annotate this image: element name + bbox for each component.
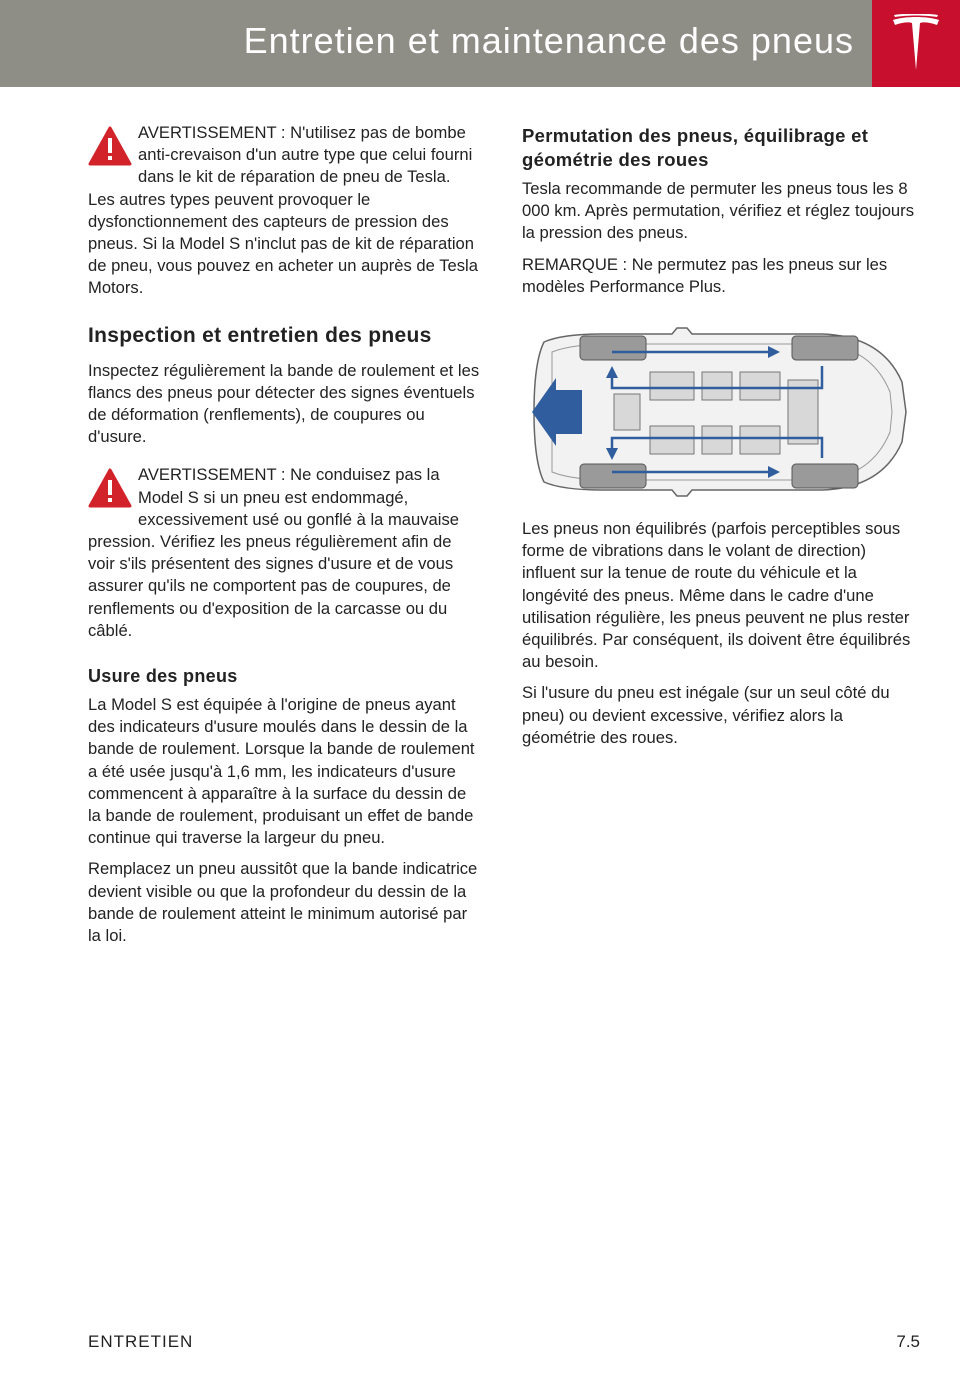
page-header [0,0,960,87]
warning-text: AVERTISSEMENT : Ne conduisez pas la Model S si un pneu est endommagé, excessivement usé ou gonflé à la mauvaise pression. Vérifiez les pneus régulièrement afin de voir s'ils présentent des signes d'usure et de vous assurer qu'ils ne comportent pas de coupures, de renflements ou d'exposition de la carcasse ou du câblé. [88,465,459,640]
footer-section: ENTRETIEN [88,1332,194,1351]
subsection-heading: Usure des pneus [88,666,238,687]
page-number: 7.5 [896,1332,920,1351]
wheel-rear-right [580,464,646,488]
tesla-logo-icon [891,14,941,72]
warning-triangle-icon [88,126,132,166]
page-title: Entretien et maintenance des pneus [243,20,854,61]
paragraph: La Model S est équipée à l'origine de pneus ayant des indicateurs d'usure moulés dans le dessin de la bande de roulement. Lorsque la bande de roulement a été usée jusqu'à 1,6 mm, les indicateurs d'usure commencent à apparaître à la surface du dessin de la bande de roulement, produisant un effet de bande continue qui traverse la largeur du pneu. [88,695,475,848]
left-column [88,122,480,956]
paragraph: Remplacez un pneu aussitôt que la bande indicatrice devient visible ou que la profondeur du dessin de la bande de roulement atteint le minimum autorisé par la loi. [88,859,478,946]
section-heading: Inspection et entretien des pneus [88,323,432,347]
paragraph: Tesla recommande de permuter les pneus tous les 8 000 km. Après permutation, vérifiez et réglez toujours la pression des pneus. [522,179,914,243]
warning-triangle-icon [88,468,132,508]
warning-text: AVERTISSEMENT : N'utilisez pas de bombe anti-crevaison d'un autre type que celui fourni dans le kit de réparation de pneu de Tesla. Les autres types peuvent provoquer le dysfonctionnement des capteurs de pression des pneus. Si la Model S n'inclut pas de kit de réparation de pneu, vous pouvez en acheter un auprès de Tesla Motors. [88,123,478,298]
paragraph: Inspectez régulièrement la bande de roulement et les flancs des pneus pour détecter des signes éventuels de déformation (renflements), de coupures ou d'usure. [88,360,480,447]
warning-block [88,464,480,642]
tire-rotation-diagram [522,322,912,502]
wheel-front-left [792,336,858,360]
paragraph: Les pneus non équilibrés (parfois perceptibles sous forme de vibrations dans le volant de direction) influent sur la tenue de route du véhicule et la longévité des pneus. Même dans le cadre d'une utilisation régulière, les pneus peuvent ne plus rester équilibrés. Par conséquent, ils doivent être équilibrés au besoin. [522,519,911,672]
warning-block [88,122,480,300]
right-column [522,122,914,758]
paragraph: Si l'usure du pneu est inégale (sur un seul côté du pneu) ou devient excessive, vérifiez alors la géométrie des roues. [522,683,890,747]
tesla-logo [872,0,960,87]
wheel-front-right [792,464,858,488]
wheel-rear-left [580,336,646,360]
section-heading: Permutation des pneus, équilibrage et géométrie des roues [522,125,869,170]
paragraph: REMARQUE : Ne permutez pas les pneus sur les modèles Performance Plus. [522,254,888,296]
